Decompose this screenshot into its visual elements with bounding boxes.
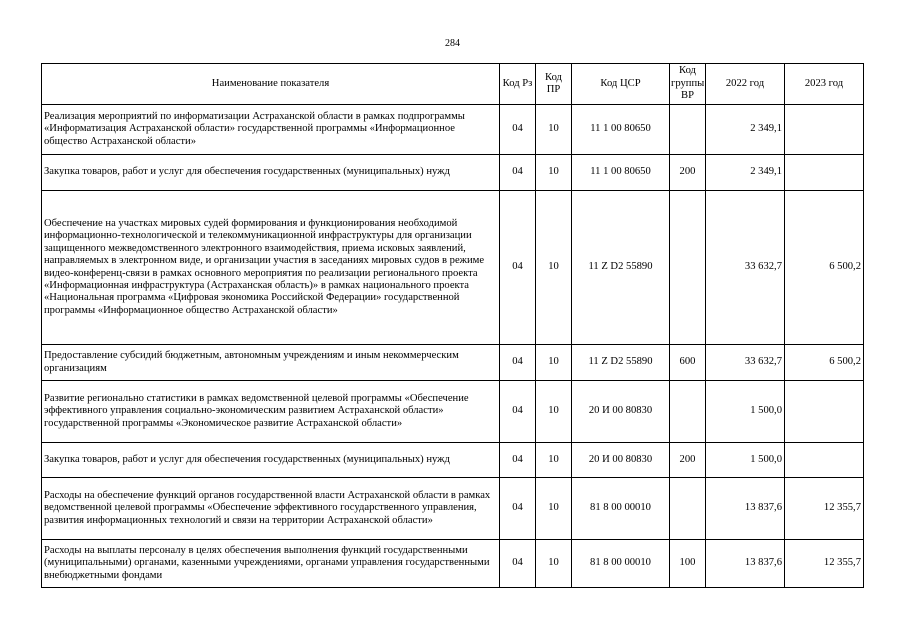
row-2023: [785, 443, 864, 478]
row-rz: 04: [500, 381, 536, 443]
row-pr: 10: [536, 381, 572, 443]
budget-table: [41, 63, 864, 588]
table-row: [42, 478, 864, 540]
table-row: [42, 381, 864, 443]
page-number: 284: [445, 38, 460, 49]
row-csr: 11 1 00 80650: [572, 155, 670, 191]
table-row: [42, 345, 864, 381]
row-2022: 33 632,7: [706, 345, 785, 381]
row-2023: 6 500,2: [785, 345, 864, 381]
table-row: [42, 105, 864, 155]
header-csr: Код ЦСР: [572, 64, 670, 105]
row-csr: 11 Z D2 55890: [572, 191, 670, 345]
header-rz: Код Рз: [500, 64, 536, 105]
row-csr: 11 Z D2 55890: [572, 345, 670, 381]
table-row: [42, 540, 864, 588]
table-row: [42, 155, 864, 191]
row-pr: 10: [536, 478, 572, 540]
header-pr: Код ПР: [536, 64, 572, 105]
row-name: Предоставление субсидий бюджетным, автономным учреждениям и иным некоммерческим организациям: [42, 345, 500, 381]
row-vr: 200: [670, 443, 706, 478]
row-pr: 10: [536, 540, 572, 588]
table-row: [42, 191, 864, 345]
row-pr: 10: [536, 443, 572, 478]
table-row: [42, 443, 864, 478]
row-name: Обеспечение на участках мировых судей формирования и функционирования необходимой информационно-технологической и телекоммуникационной инфраструктуры для организации защищенного межведомственного электронного взаимодействия, приема исковых заявлений, направляемых в электронном виде, и организации участия в заседаниях мировых судов в режиме видео-конференц-связи в рамках основного мероприятия по реализации регионального проекта «Информационная инфраструктура (Астраханская область)» в рамках национального проекта «Национальная программа «Цифровая экономика Российской Федерации» государственной программы «Информационное общество Астраханской области»: [42, 191, 500, 345]
row-2023: [785, 105, 864, 155]
row-2022: 2 349,1: [706, 155, 785, 191]
row-2022: 2 349,1: [706, 105, 785, 155]
row-name: Закупка товаров, работ и услуг для обеспечения государственных (муниципальных) нужд: [42, 443, 500, 478]
row-2023: 6 500,2: [785, 191, 864, 345]
row-2022: 33 632,7: [706, 191, 785, 345]
row-rz: 04: [500, 105, 536, 155]
row-2022: 13 837,6: [706, 478, 785, 540]
header-name: Наименование показателя: [42, 64, 500, 105]
row-2023: 12 355,7: [785, 478, 864, 540]
row-name: Расходы на обеспечение функций органов государственной власти Астраханской области в рамках ведомственной целевой программы «Обеспечение эффективного государственного управления, развития информационных технологий и связи на территории Астраханской области»: [42, 478, 500, 540]
row-pr: 10: [536, 191, 572, 345]
header-vr: Код группы ВР: [670, 64, 706, 105]
row-name: Развитие регионально статистики в рамках ведомственной целевой программы «Обеспечение эффективного управления социально-экономическим развитием Астраханской области» государственной программы «Экономическое развитие Астраханской области»: [42, 381, 500, 443]
row-vr: 100: [670, 540, 706, 588]
row-rz: 04: [500, 443, 536, 478]
row-rz: 04: [500, 345, 536, 381]
row-pr: 10: [536, 155, 572, 191]
row-name: Реализация мероприятий по информатизации Астраханской области в рамках подпрограммы «Информатизация Астраханской области» государственной программы «Информационное общество Астраханской области»: [42, 105, 500, 155]
row-2022: 1 500,0: [706, 381, 785, 443]
row-2023: 12 355,7: [785, 540, 864, 588]
row-pr: 10: [536, 345, 572, 381]
row-rz: 04: [500, 191, 536, 345]
row-vr: [670, 191, 706, 345]
row-vr: [670, 478, 706, 540]
row-pr: 10: [536, 105, 572, 155]
row-csr: 20 И 00 80830: [572, 381, 670, 443]
row-vr: [670, 105, 706, 155]
row-vr: 600: [670, 345, 706, 381]
row-csr: 81 8 00 00010: [572, 540, 670, 588]
row-csr: 11 1 00 80650: [572, 105, 670, 155]
table-header-row: [42, 64, 864, 105]
row-2023: [785, 381, 864, 443]
row-rz: 04: [500, 478, 536, 540]
row-rz: 04: [500, 540, 536, 588]
row-name: Закупка товаров, работ и услуг для обеспечения государственных (муниципальных) нужд: [42, 155, 500, 191]
row-vr: 200: [670, 155, 706, 191]
row-2023: [785, 155, 864, 191]
header-2022: 2022 год: [706, 64, 785, 105]
row-csr: 20 И 00 80830: [572, 443, 670, 478]
row-name: Расходы на выплаты персоналу в целях обеспечения выполнения функций государственными (муниципальными) органами, казенными учреждениями, органами управления государственными внебюджетными фондами: [42, 540, 500, 588]
row-csr: 81 8 00 00010: [572, 478, 670, 540]
header-2023: 2023 год: [785, 64, 864, 105]
row-vr: [670, 381, 706, 443]
row-2022: 13 837,6: [706, 540, 785, 588]
row-2022: 1 500,0: [706, 443, 785, 478]
row-rz: 04: [500, 155, 536, 191]
